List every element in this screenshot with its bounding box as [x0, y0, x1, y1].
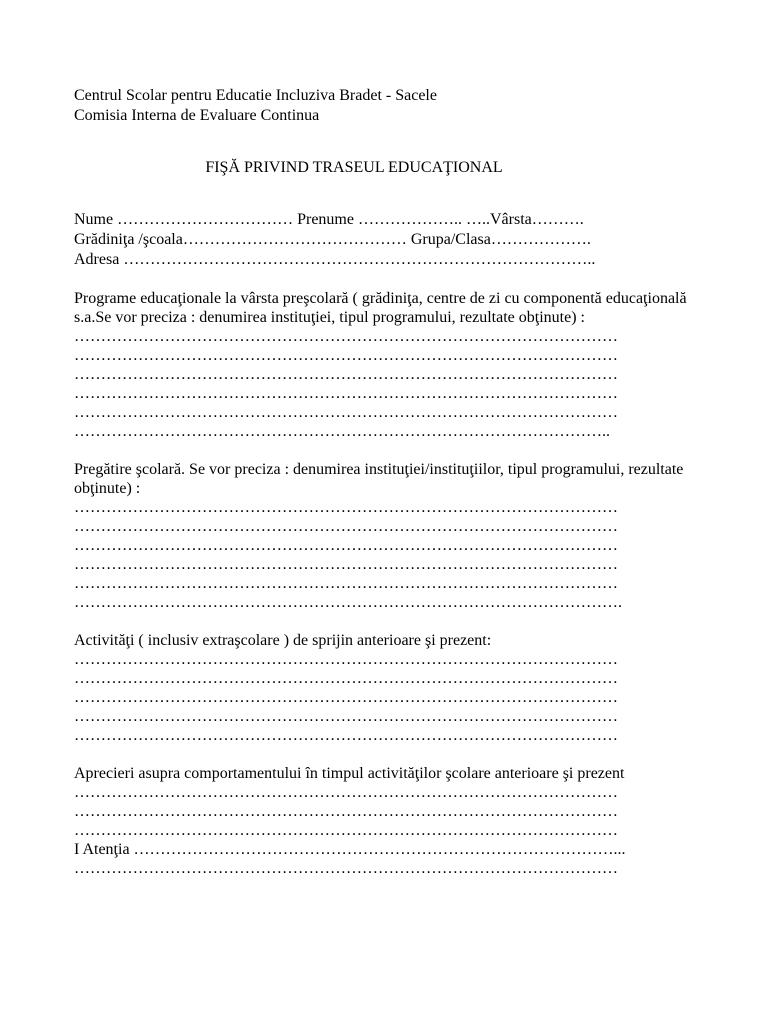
dotted-line: …………………………………………………………………………………………	[74, 518, 618, 535]
section-heading: Programe educaţionale la vârsta preşcolară ( grădiniţa, centre de zi cu componentă educaţională s.a.Se vor preciza : denumirea instituţiei, tipul programului, rezultate obţinute) :	[74, 290, 687, 326]
section-behavior-assessment	[74, 764, 714, 878]
dotted-line: …………………………………………………………………………………………	[74, 385, 618, 402]
dotted-line: …………………………………………………………………………………………	[74, 347, 618, 364]
section-heading: Activităţi ( inclusiv extraşcolare ) de sprijin anterioare şi prezent:	[74, 632, 492, 649]
dotted-line: …………………………………………………………………………………………	[74, 727, 618, 744]
dotted-line: …………………………………………………………………………………………	[74, 575, 618, 592]
section-preschool	[74, 289, 714, 441]
dotted-line: …………………………………………………………………………………………	[74, 822, 618, 839]
personal-fields	[74, 210, 714, 270]
dotted-line: ………………………………………………………………………………………….	[74, 594, 622, 611]
dotted-line: …………………………………………………………………………………………	[74, 366, 618, 383]
commission-name: Comisia Interna de Evaluare Continua	[74, 107, 320, 124]
dotted-line: ………………………………………………………………………………………..	[74, 423, 610, 440]
dotted-line: …………………………………………………………………………………………	[74, 803, 618, 820]
section-school-preparation	[74, 460, 714, 612]
dotted-line: …………………………………………………………………………………………	[74, 499, 618, 516]
section-heading: Pregătire şcolară. Se vor preciza : denumirea instituţiei/instituţiilor, tipul programului, rezultate obţinute) :	[74, 461, 684, 497]
dotted-line: …………………………………………………………………………………………	[74, 860, 618, 877]
section-support-activities	[74, 631, 714, 745]
dotted-line: …………………………………………………………………………………………	[74, 670, 618, 687]
school-field-line: Grădiniţa /şcoala…………………………………… Grupa/Clasa……………….	[74, 231, 591, 248]
dotted-line: …………………………………………………………………………………………	[74, 328, 618, 345]
dotted-line: …………………………………………………………………………………………	[74, 404, 618, 421]
dotted-line: …………………………………………………………………………………………	[74, 784, 618, 801]
dotted-line: …………………………………………………………………………………………	[74, 708, 618, 725]
institution-name: Centrul Scolar pentru Educatie Incluziva Bradet - Sacele	[74, 87, 437, 104]
section-heading: Aprecieri asupra comportamentului în timpul activităţilor şcolare anterioare şi prezent	[74, 765, 625, 782]
dotted-line: …………………………………………………………………………………………	[74, 537, 618, 554]
name-field-line: Nume …………………………… Prenume ……………….. …..Vârsta……….	[74, 211, 584, 228]
dotted-line: …………………………………………………………………………………………	[74, 651, 618, 668]
dotted-line: …………………………………………………………………………………………	[74, 556, 618, 573]
dotted-line: …………………………………………………………………………………………	[74, 689, 618, 706]
document-page	[74, 86, 714, 878]
attention-line: I Atenţia ………………………………………………………………………………...	[74, 841, 626, 858]
address-field-line: Adresa ……………………………………………………………………………..	[74, 251, 596, 268]
document-title: FIŞĂ PRIVIND TRASEUL EDUCAŢIONAL	[205, 159, 503, 176]
